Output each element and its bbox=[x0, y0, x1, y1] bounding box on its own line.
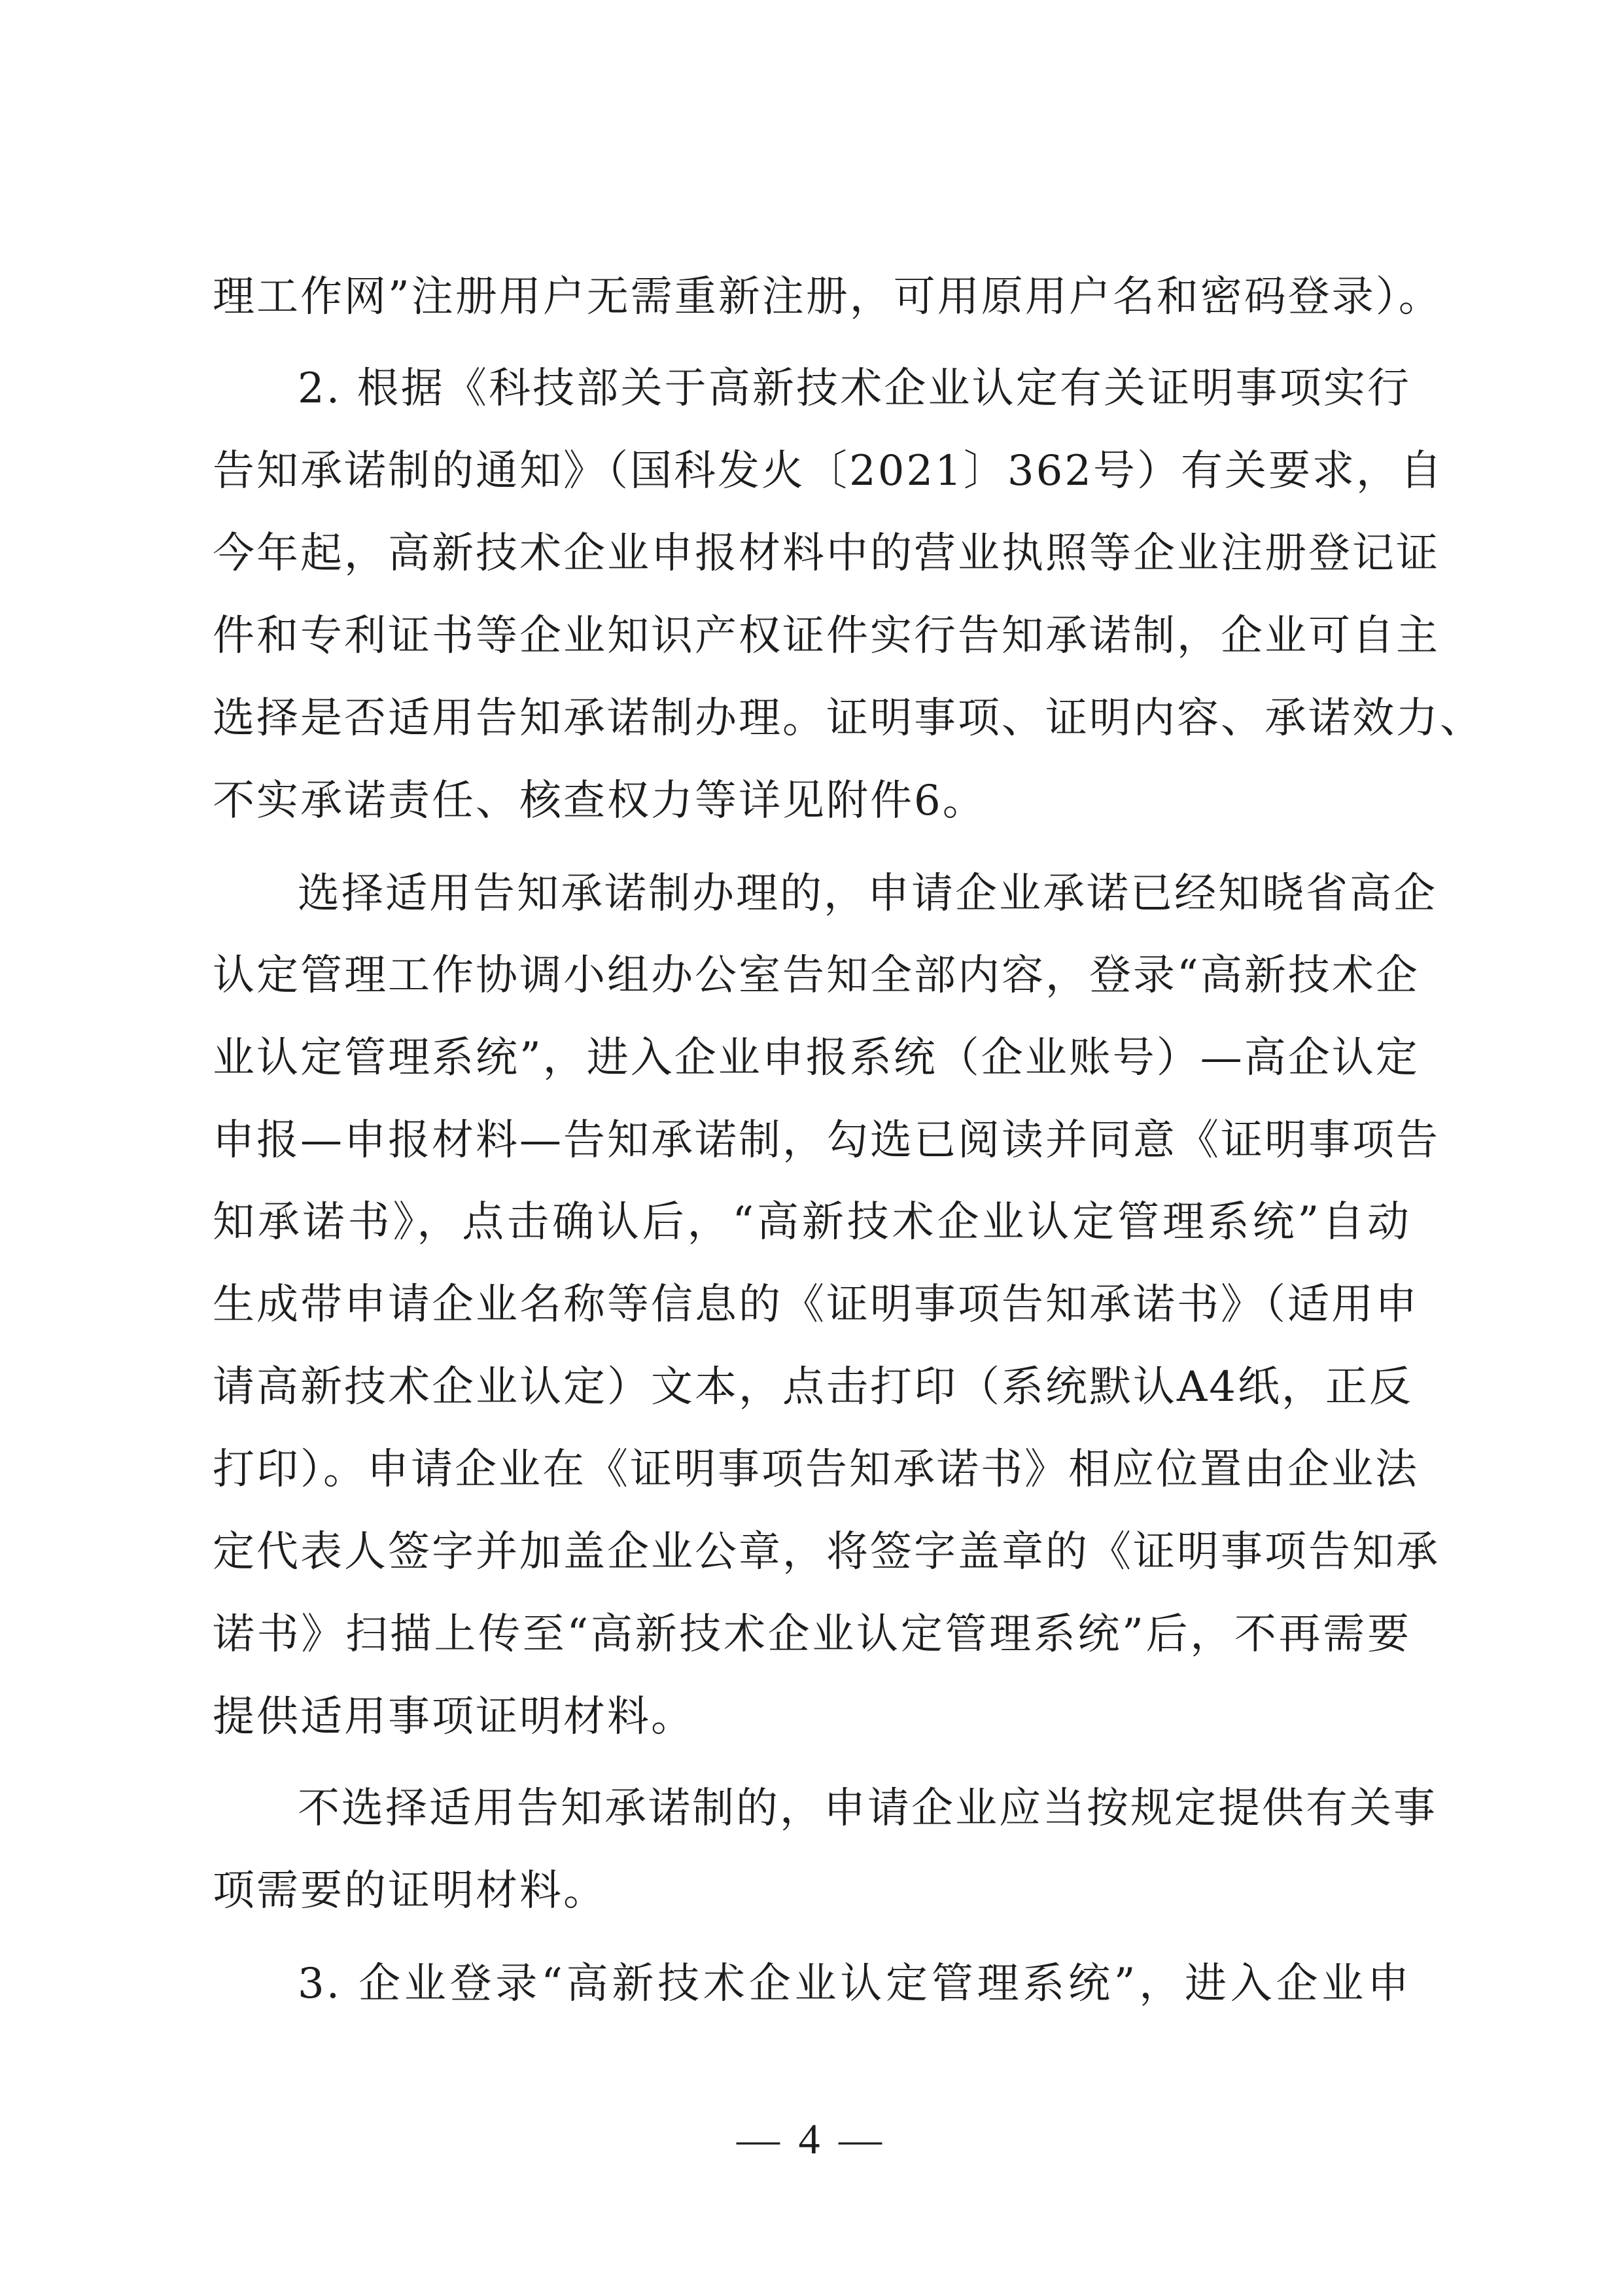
body-line-15: 打印）。申请企业在《证明事项告知承诺书》相应位置由企业法 bbox=[213, 1445, 1419, 1494]
body-line-4: 今年起，高新技术企业申报材料中的营业执照等企业注册登记证 bbox=[213, 529, 1440, 578]
body-line-10: 业认定管理系统”，进入企业申报系统（企业账号）—高企认定 bbox=[213, 1034, 1420, 1082]
page-number: — 4 — bbox=[737, 2115, 886, 2163]
body-line-9: 认定管理工作协调小组办公室告知全部内容，登录“高新技术企 bbox=[213, 951, 1420, 1000]
body-line-12: 知承诺书》，点击确认后，“高新技术企业认定管理系统”自动 bbox=[213, 1198, 1411, 1246]
body-line-2: 2. 根据《科技部关于高新技术企业认定有关证明事项实行 bbox=[298, 364, 1411, 413]
body-line-5: 件和专利证书等企业知识产权证件实行告知承诺制，企业可自主 bbox=[213, 612, 1440, 660]
body-line-8: 选择适用告知承诺制办理的，申请企业承诺已经知晓省高企 bbox=[298, 870, 1437, 918]
body-line-11: 申报—申报材料—告知承诺制，勾选已阅读并同意《证明事项告 bbox=[213, 1116, 1440, 1165]
body-line-20: 项需要的证明材料。 bbox=[213, 1867, 607, 1915]
body-line-16: 定代表人签字并加盖企业公章，将签字盖章的《证明事项告知承 bbox=[213, 1528, 1440, 1576]
body-line-13: 生成带申请企业名称等信息的《证明事项告知承诺书》（适用申 bbox=[213, 1280, 1419, 1329]
body-line-6: 选择是否适用告知承诺制办理。证明事项、证明内容、承诺效力、 bbox=[213, 694, 1484, 743]
body-line-14: 请高新技术企业认定）文本，点击打印（系统默认A4纸，正反 bbox=[213, 1363, 1413, 1411]
body-line-18: 提供适用事项证明材料。 bbox=[213, 1693, 695, 1741]
body-line-7: 不实承诺责任、核查权力等详见附件6。 bbox=[213, 777, 986, 825]
body-line-19: 不选择适用告知承诺制的，申请企业应当按规定提供有关事 bbox=[298, 1784, 1437, 1833]
body-line-3: 告知承诺制的通知》（国科发火〔2021〕362号）有关要求，自 bbox=[213, 447, 1444, 495]
body-line-1: 理工作网”注册用户无需重新注册，可用原用户名和密码登录）。 bbox=[213, 273, 1442, 321]
body-line-17: 诺书》扫描上传至“高新技术企业认定管理系统”后，不再需要 bbox=[213, 1610, 1411, 1659]
body-line-21: 3. 企业登录“高新技术企业认定管理系统”，进入企业申 bbox=[298, 1960, 1411, 2008]
